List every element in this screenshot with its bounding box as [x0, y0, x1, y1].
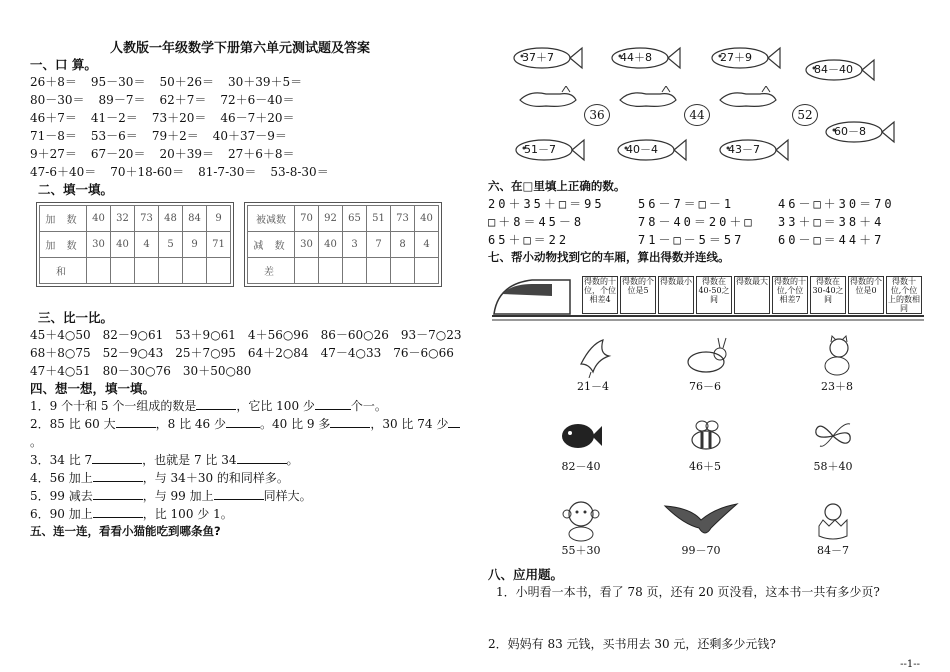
answer-blank[interactable]	[92, 463, 142, 464]
table-cell: 7	[367, 232, 391, 258]
animal-butterfly[interactable]	[788, 414, 878, 474]
table-cell: 9	[183, 232, 207, 258]
answer-cell[interactable]	[343, 258, 367, 284]
answer-cell[interactable]	[183, 258, 207, 284]
animal-expression: 58＋40	[813, 460, 853, 473]
calc-item: 89－7＝	[98, 93, 146, 107]
page-title: 人教版一年级数学下册第六单元测试题及答案	[110, 41, 371, 56]
equation: 56－7＝□－1	[638, 197, 735, 211]
answer-cell[interactable]	[367, 258, 391, 284]
fish-label: 84－40	[814, 63, 853, 76]
fish-label: 51－7	[524, 143, 556, 156]
bird-icon	[573, 334, 613, 378]
row-label: 和	[40, 258, 87, 284]
answer-blank[interactable]	[237, 463, 287, 464]
table-cell: 3	[343, 232, 367, 258]
table-row	[40, 258, 231, 284]
calc-item: 46＋7＝	[30, 111, 77, 125]
fish[interactable]	[706, 44, 780, 70]
q-text: 6．90 加上	[30, 507, 93, 521]
equation: 20＋35＋□＝95	[488, 197, 605, 211]
cat	[716, 86, 780, 110]
answer-cell[interactable]	[415, 258, 439, 284]
row-label: 加 数	[40, 206, 87, 232]
calc-row	[30, 109, 470, 127]
cat-icon	[817, 334, 857, 378]
subtraction-table	[247, 205, 439, 284]
cat	[516, 86, 580, 110]
calc-row	[30, 145, 470, 163]
oral-calc	[30, 73, 470, 181]
question-2	[30, 415, 470, 451]
calc-row	[30, 91, 470, 109]
table-cell: 30	[295, 232, 319, 258]
table-cell: 4	[415, 232, 439, 258]
train-car[interactable]: 得数十位,个位上的数相同	[888, 277, 920, 313]
q-text: 2．85 比 60 大	[30, 417, 116, 431]
calc-item: 53-8-30＝	[270, 165, 329, 179]
fish-icon	[558, 418, 604, 454]
train-car[interactable]: 得数最大	[734, 276, 770, 314]
section-2-heading: 二、填一填。	[38, 182, 114, 197]
table-cell: 8	[391, 232, 415, 258]
page-number: --1--	[900, 659, 920, 670]
q-text: ，它比 100 少	[236, 399, 315, 413]
fish-label: 44＋8	[620, 51, 652, 64]
calc-item: 9＋27＝	[30, 147, 77, 161]
q-text: 。40 比 9 多	[259, 417, 331, 431]
animal-expression: 82－40	[561, 460, 601, 473]
animal-bird[interactable]	[548, 334, 638, 394]
q-text: ，与 99 加上	[142, 489, 214, 503]
train-car[interactable]: 得数在30-40之间	[810, 276, 846, 314]
calc-item: 67－20＝	[90, 147, 146, 161]
section-3-heading: 三、比一比。	[38, 310, 114, 325]
rabbit-icon	[680, 334, 730, 378]
fish-label: 43－7	[728, 143, 760, 156]
section-4-heading: 四、想一想，填一填。	[30, 381, 156, 396]
section-6-heading: 六、在□里填上正确的数。	[488, 179, 626, 193]
fish[interactable]	[820, 118, 894, 144]
answer-cell[interactable]	[391, 258, 415, 284]
animals-area	[488, 326, 928, 576]
calc-item: 30＋39＋5＝	[228, 75, 303, 89]
train-car[interactable]: 得数最小	[658, 276, 694, 314]
cat	[616, 86, 680, 110]
train-car[interactable]: 得数的十位,个位相差7	[772, 276, 808, 314]
table-row	[248, 258, 439, 284]
table-cell: 73	[391, 206, 415, 232]
q-text: 同样大。	[263, 489, 312, 503]
equation: 60－□＝44＋7	[778, 233, 885, 247]
calc-item: 41－2＝	[90, 111, 138, 125]
section-5-heading: 五、连一连，看看小猫能吃到哪条鱼?	[30, 524, 221, 538]
q-text: ，30 比 74 少	[370, 417, 449, 431]
calc-item: 62＋7＝	[159, 93, 207, 107]
equation: 65＋□＝22	[488, 233, 570, 247]
table-cell: 4	[135, 232, 159, 258]
calc-item: 71－8＝	[30, 129, 77, 143]
q-text: 。	[30, 435, 43, 449]
fish-label: 40－4	[626, 143, 658, 156]
cat-number[interactable]: 52	[792, 104, 818, 126]
answer-blank[interactable]	[196, 409, 236, 410]
table-cell: 73	[135, 206, 159, 232]
answer-cell[interactable]	[159, 258, 183, 284]
calc-item: 40＋37－9＝	[212, 129, 287, 143]
section-1-heading: 一、口 算。	[30, 57, 97, 72]
fill-tables	[36, 202, 470, 287]
calc-item: 47-6＋40＝	[30, 165, 97, 179]
q-text: 4．56 加上	[30, 471, 93, 485]
fish[interactable]	[510, 136, 584, 162]
table-cell: 65	[343, 206, 367, 232]
table-cell: 84	[183, 206, 207, 232]
answer-blank[interactable]	[93, 499, 143, 500]
cat-number[interactable]: 44	[684, 104, 710, 126]
answer-blank[interactable]	[214, 499, 264, 500]
monkey-icon	[559, 498, 603, 542]
calc-item: 95－30＝	[90, 75, 146, 89]
answer-blank[interactable]	[448, 427, 460, 428]
animal-expression: 76－6	[689, 380, 721, 393]
cat-number[interactable]: 36	[584, 104, 610, 126]
calc-item: 73＋20＝	[151, 111, 207, 125]
calc-row	[30, 163, 470, 181]
q-text: 1．9 个十和 5 个一组成的数是	[30, 399, 197, 413]
addition-table	[39, 205, 231, 284]
train-car[interactable]: 得数的十位，个位相差4	[582, 276, 618, 314]
compare-text: 45＋4○50 82－9○61 53＋9○61 4＋56○96 86－60○26 93－7○23 68＋8○75 52－9○43 25＋7○95 64＋2○84 47－4○33 76－6○66 47＋4○51 80－30○76 30＋50○80	[30, 328, 474, 378]
answer-cell[interactable]	[319, 258, 343, 284]
table-row	[248, 206, 439, 232]
eagle-icon	[661, 498, 741, 542]
table-cell: 51	[367, 206, 391, 232]
question-5	[30, 487, 470, 505]
answer-cell[interactable]	[295, 258, 319, 284]
calc-item: 27＋6＋8＝	[228, 147, 295, 161]
calc-item: 79＋2＝	[151, 129, 199, 143]
section-7-heading: 七、帮小动物找到它的车厢，算出得数并连线。	[488, 250, 730, 264]
question-4	[30, 469, 470, 487]
animal-eagle[interactable]	[656, 498, 746, 558]
train-car[interactable]: 得数在40-50之间	[696, 276, 732, 314]
calc-item: 53－6＝	[90, 129, 138, 143]
equation-row	[488, 195, 928, 213]
answer-cell[interactable]	[87, 258, 111, 284]
table-cell: 32	[111, 206, 135, 232]
animal-expression: 99－70	[681, 544, 721, 557]
answer-blank[interactable]	[116, 427, 156, 428]
table-cell: 40	[319, 232, 343, 258]
calc-item: 20＋39＝	[159, 147, 214, 161]
table-cell: 48	[159, 206, 183, 232]
butterfly-icon	[810, 418, 856, 454]
table-cell: 70	[295, 206, 319, 232]
q-text: 个一。	[350, 399, 387, 413]
row-label: 差	[248, 258, 295, 284]
q-text: ，与 34＋30 的和同样多。	[142, 471, 289, 485]
calc-item: 80－30＝	[30, 93, 85, 107]
table-cell: 9	[207, 206, 231, 232]
row-label: 被减数	[248, 206, 295, 232]
animal-fish[interactable]	[536, 414, 626, 474]
table-cell: 40	[87, 206, 111, 232]
table-cell: 30	[87, 232, 111, 258]
equation: 46－□＋30＝70	[778, 197, 895, 211]
table-row	[40, 232, 231, 258]
animal-cat[interactable]	[792, 334, 882, 394]
equation: □＋8＝45－8	[488, 215, 585, 229]
fish[interactable]	[800, 56, 874, 82]
equation: 33＋□＝38＋4	[778, 215, 885, 229]
word-problem-1: 1．小明看一本书，看了 78 页，还有 20 页没看，这本书一共有多少页?	[496, 585, 880, 599]
right-column	[488, 36, 928, 653]
table-cell: 5	[159, 232, 183, 258]
answer-blank[interactable]	[315, 409, 351, 410]
calc-row	[30, 127, 470, 145]
equation: 78－40＝20＋□	[638, 215, 755, 229]
answer-cell[interactable]	[111, 258, 135, 284]
animal-expression: 21－4	[577, 380, 609, 393]
fish[interactable]	[606, 44, 680, 70]
q-text: 3．34 比 7	[30, 453, 93, 467]
fish-label: 37＋7	[522, 51, 554, 64]
row-label: 加 数	[40, 232, 87, 258]
fish[interactable]	[508, 44, 582, 70]
subtraction-table-box	[244, 202, 442, 287]
table-cell: 71	[207, 232, 231, 258]
fish-label: 60－8	[834, 125, 866, 138]
cat-icon	[616, 86, 680, 110]
fish-matching-area	[488, 36, 928, 164]
question-6	[30, 505, 470, 523]
q-text: 。	[286, 453, 299, 467]
animal-expression: 46＋5	[689, 460, 721, 473]
addition-table-box	[36, 202, 234, 287]
train	[488, 270, 928, 326]
calc-item: 26＋8＝	[30, 75, 77, 89]
animal-expression: 23＋8	[821, 380, 853, 393]
equation: 71－□－5＝57	[638, 233, 745, 247]
q-text: 5．99 减去	[30, 489, 93, 503]
row-label: 减 数	[248, 232, 295, 258]
table-cell: 92	[319, 206, 343, 232]
question-1	[30, 397, 470, 415]
answer-cell[interactable]	[135, 258, 159, 284]
answer-cell[interactable]	[207, 258, 231, 284]
table-cell: 40	[415, 206, 439, 232]
left-column	[30, 36, 474, 540]
animal-bee[interactable]	[660, 414, 750, 474]
animal-chick[interactable]	[788, 498, 878, 558]
q-text: ，也就是 7 比 34	[142, 453, 237, 467]
fish-label: 27＋9	[720, 51, 752, 64]
answer-blank[interactable]	[226, 427, 260, 428]
equation-row	[488, 213, 928, 231]
fish[interactable]	[612, 136, 686, 162]
train-car[interactable]: 得数的个位是0	[848, 276, 884, 314]
question-3	[30, 451, 470, 469]
cat-icon	[516, 86, 580, 110]
equation-row	[488, 231, 928, 249]
animal-rabbit[interactable]	[660, 334, 750, 394]
calc-row	[30, 73, 470, 91]
answer-blank[interactable]	[330, 427, 370, 428]
animal-monkey[interactable]	[536, 498, 626, 558]
chick-icon	[813, 498, 853, 542]
table-cell: 40	[111, 232, 135, 258]
cat-icon	[716, 86, 780, 110]
answer-blank[interactable]	[93, 481, 143, 482]
calc-item: 46－7＋20＝	[220, 111, 295, 125]
animal-expression: 84－7	[817, 544, 849, 557]
q-text: ，比 100 少 1。	[142, 507, 233, 521]
section-8-heading: 八、应用题。	[488, 567, 564, 582]
q-text: ，8 比 46 少	[155, 417, 226, 431]
animal-expression: 55＋30	[561, 544, 601, 557]
calc-item: 72＋6－40＝	[220, 93, 295, 107]
calc-item: 70＋18-60＝	[110, 165, 185, 179]
calc-item: 50＋26＝	[159, 75, 214, 89]
table-row	[40, 206, 231, 232]
word-problem-2: 2．妈妈有 83 元钱，买书用去 30 元，还剩多少元钱?	[488, 637, 776, 651]
bee-icon	[682, 418, 728, 454]
fill-box-equations	[488, 195, 928, 249]
answer-blank[interactable]	[93, 517, 143, 518]
train-car[interactable]: 得数的个位是5	[620, 276, 656, 314]
fish[interactable]	[714, 136, 788, 162]
table-row	[248, 232, 439, 258]
calc-item: 81-7-30＝	[198, 165, 257, 179]
